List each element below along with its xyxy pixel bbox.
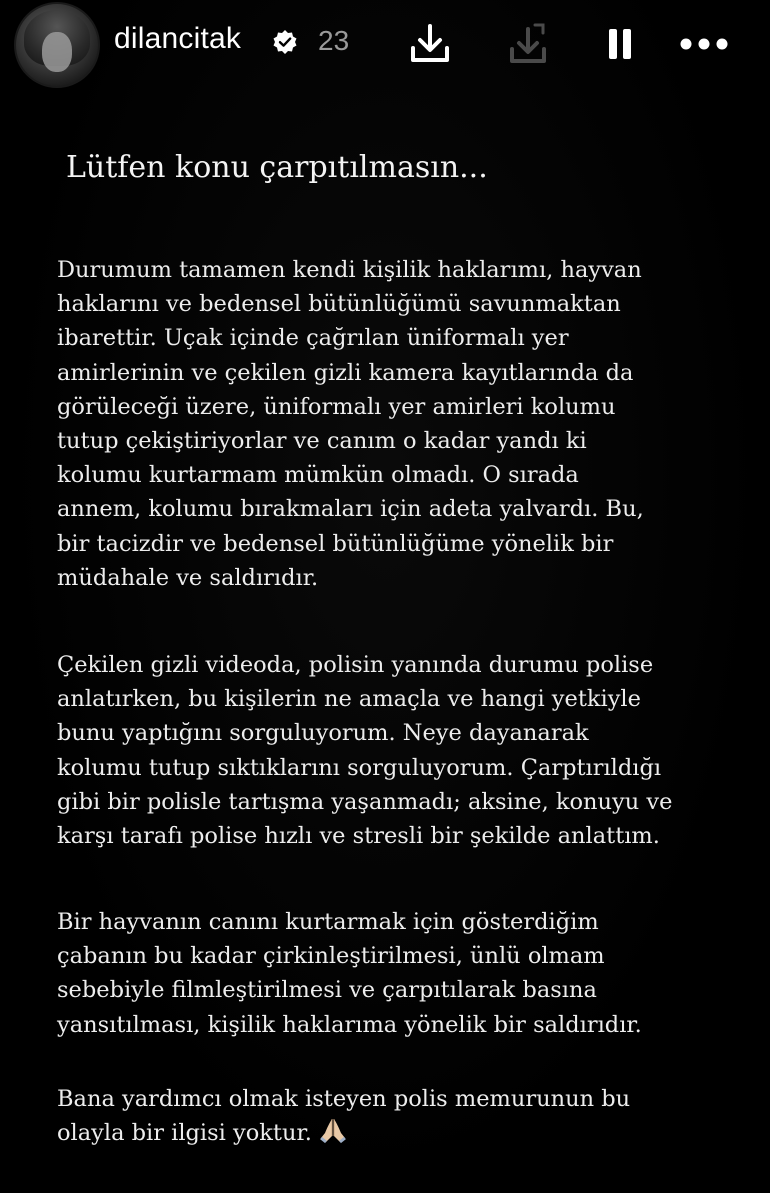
text-line: haklarını ve bedensel bütünlüğümü savunmaktan (57, 291, 621, 318)
story-title: Lütfen konu çarpıtılmasın... (66, 150, 488, 185)
username[interactable]: dilancitak (114, 22, 242, 55)
text-line: ibarettir. Uçak içinde çağrılan üniformalı yer (57, 325, 569, 352)
text-line: bunu yaptığını sorguluyorum. Neye dayanarak (57, 720, 589, 747)
story-timestamp: 23 (318, 25, 350, 56)
paragraph-3 (57, 905, 757, 1042)
text-line: Durumum tamamen kendi kişilik haklarımı, hayvan (57, 257, 642, 283)
text-line: bir tacizdir ve bedensel bütünlüğüme yönelik bir (57, 530, 614, 557)
text-line: karşı tarafı polise hızlı ve stresli bir şekilde anlattım. (57, 823, 660, 850)
text-line: Çekilen gizli videoda, polisin yanında durumu polise (57, 652, 654, 678)
text-fragment: olayla bir ilgisi yoktur. (57, 1120, 312, 1147)
text-line: yansıtılması, kişilik haklarıma yönelik bir saldırıdır. (57, 1011, 642, 1038)
text-line: çabanın bu kadar çirkinleştirilmesi, ünlü olmam (57, 943, 605, 970)
text-line: amirlerinin ve çekilen gizli kamera kayıtlarında da (57, 359, 634, 386)
paragraph-1 (57, 253, 757, 595)
folded-hands-icon (318, 1116, 348, 1154)
paragraph-2 (57, 648, 757, 853)
text-line: anlatırken, bu kişilerin ne amaçla ve hangi yetkiyle (57, 686, 641, 713)
text-line: gibi bir polisle tartışma yaşanmadı; aksine, konuyu ve (57, 788, 673, 815)
text-line: kolumu kurtarmam mümkün olmadı. O sırada (57, 462, 579, 489)
text-line: tutup çekiştiriyorlar ve canım o kadar yandı ki (57, 428, 587, 455)
text-line-with-emoji (57, 1116, 757, 1154)
text-line: annem, kolumu bırakmaları için adeta yalvardı. Bu, (57, 496, 644, 523)
text-line: görüleceği üzere, üniformalı yer amirleri kolumu (57, 393, 616, 420)
text-line: Bana yardımcı olmak isteyen polis memurunun bu (57, 1086, 631, 1112)
text-line: sebebiyle filmleştirilmesi ve çarpıtılarak basına (57, 977, 597, 1004)
text-line: kolumu tutup sıktıklarını sorguluyorum. Çarptırıldığı (57, 754, 662, 781)
paragraph-4 (57, 1082, 757, 1154)
text-line: müdahale ve saldırıdır. (57, 564, 319, 591)
text-line: Bir hayvanın canını kurtarmak için gösterdiğim (57, 909, 599, 935)
